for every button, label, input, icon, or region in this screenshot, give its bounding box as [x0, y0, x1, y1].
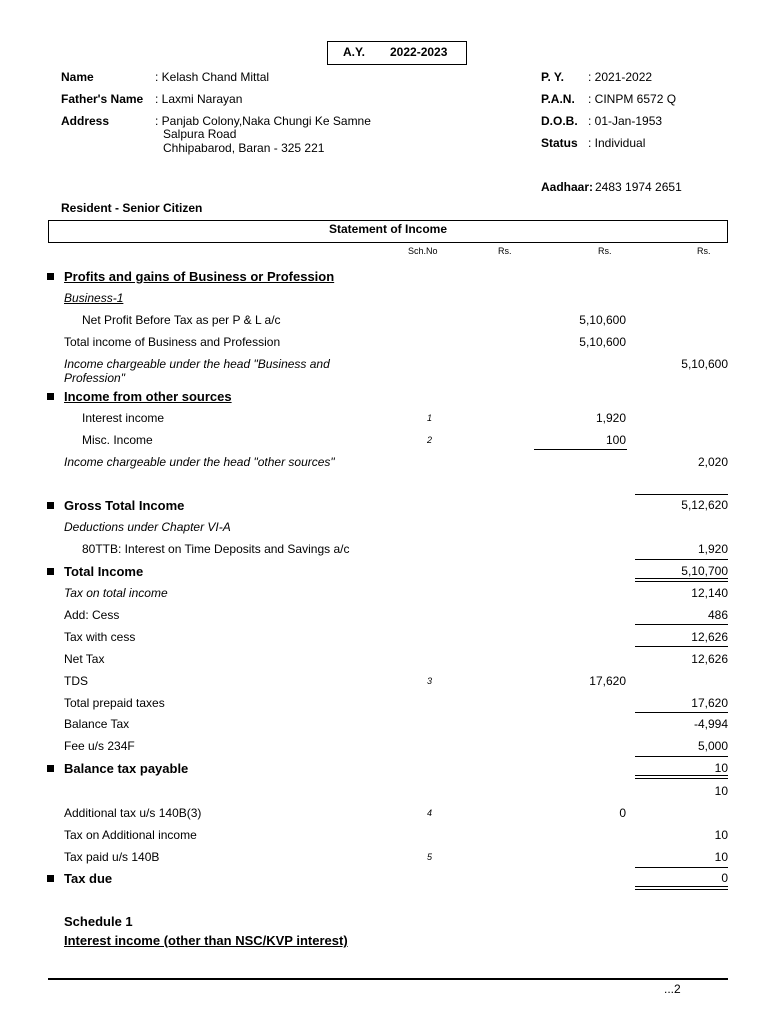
schedule-subtitle: Interest income (other than NSC/KVP interest) [64, 933, 348, 948]
cess-underline [635, 624, 728, 625]
residency-status: Resident - Senior Citizen [61, 201, 203, 215]
misc-income-label: Misc. Income [82, 433, 153, 447]
net-profit-value: 5,10,600 [579, 313, 626, 327]
address-line-2: Salpura Road [163, 127, 237, 141]
net-profit-label: Net Profit Before Tax as per P & L a/c [82, 313, 281, 327]
pan-label: P.A.N. [541, 92, 575, 106]
balance-payable-double-underline-2 [635, 778, 728, 779]
schedule-title: Schedule 1 [64, 914, 133, 929]
total-income-heading: Total Income [64, 564, 144, 579]
net-tax-label: Net Tax [64, 652, 105, 666]
business-chargeable-line-2: Profession" [64, 371, 125, 385]
col-header-rs-3: Rs. [697, 246, 711, 256]
col-header-rs-2: Rs. [598, 246, 612, 256]
status-value: : Individual [588, 136, 646, 150]
additional-tax-value: 0 [619, 806, 626, 820]
bullet-tax-due [47, 875, 54, 882]
gti-overline [635, 494, 728, 495]
bullet-gti [47, 502, 54, 509]
business-1-subheading: Business-1 [64, 291, 124, 305]
cess-label: Add: Cess [64, 608, 120, 622]
misc-income-underline [534, 449, 627, 450]
dob-label: D.O.B. [541, 114, 578, 128]
balance-payable-heading: Balance tax payable [64, 761, 189, 776]
tax-due-heading: Tax due [64, 871, 113, 886]
interest-income-label: Interest income [82, 411, 165, 425]
balance-payable-value: 10 [714, 761, 728, 775]
tds-sch: 3 [427, 676, 433, 686]
ay-value: 2022-2023 [390, 45, 448, 59]
col-header-rs-1: Rs. [498, 246, 512, 256]
footer-rule [48, 978, 728, 980]
fee-234f-label: Fee u/s 234F [64, 739, 135, 753]
prepaid-taxes-value: 17,620 [691, 696, 728, 710]
total-income-double-underline-2 [635, 581, 728, 582]
bullet-business [47, 273, 54, 280]
net-tax-value: 12,626 [691, 652, 728, 666]
name-value: : Kelash Chand Mittal [155, 70, 270, 84]
prepaid-taxes-label: Total prepaid taxes [64, 696, 165, 710]
tax-additional-income-value: 10 [714, 828, 728, 842]
business-chargeable-line-1: Income chargeable under the head "Business and [64, 357, 330, 371]
tax-additional-income-label: Tax on Additional income [64, 828, 197, 842]
aadhaar-value: 2483 1974 2651 [595, 180, 682, 194]
col-header-schno: Sch.No [408, 246, 438, 256]
statement-title: Statement of Income [328, 222, 448, 236]
tds-value: 17,620 [589, 674, 626, 688]
tax-with-cess-label: Tax with cess [64, 630, 136, 644]
bullet-balance-payable [47, 765, 54, 772]
page-continuation-marker: ...2 [664, 982, 681, 996]
tax-due-double-underline-2 [635, 889, 728, 890]
address-label: Address [61, 114, 110, 128]
prepaid-taxes-underline [635, 712, 728, 713]
interest-income-value: 1,920 [595, 411, 626, 425]
balance-tax-value: -4,994 [693, 717, 728, 731]
tax-due-double-underline-1 [635, 886, 728, 887]
additional-tax-sch: 4 [427, 808, 433, 818]
name-label: Name [61, 70, 94, 84]
misc-income-value: 100 [605, 433, 626, 447]
additional-tax-label: Additional tax u/s 140B(3) [64, 806, 202, 820]
tax-paid-140b-value: 10 [714, 850, 728, 864]
address-line-3: Chhipabarod, Baran - 325 221 [163, 141, 325, 155]
fee-234f-value: 5,000 [697, 739, 728, 753]
py-value: : 2021-2022 [588, 70, 653, 84]
80ttb-value: 1,920 [697, 542, 728, 556]
tax-paid-140b-label: Tax paid u/s 140B [64, 850, 160, 864]
business-heading: Profits and gains of Business or Profession [64, 269, 335, 284]
aadhaar-label: Aadhaar: [541, 180, 594, 194]
balance-payable-double-underline-1 [635, 775, 728, 776]
misc-income-sch: 2 [427, 435, 433, 445]
business-total-value: 5,10,600 [579, 335, 626, 349]
bullet-total-income [47, 568, 54, 575]
tax-total-income-value: 12,140 [691, 586, 728, 600]
tax-total-income-label: Tax on total income [64, 586, 168, 600]
deductions-label: Deductions under Chapter VI-A [64, 520, 231, 534]
tax-paid-140b-sch: 5 [427, 852, 433, 862]
other-sources-chargeable-value: 2,020 [697, 455, 728, 469]
tds-label: TDS [64, 674, 88, 688]
tax-due-value: 0 [721, 871, 728, 885]
gti-value: 5,12,620 [681, 498, 728, 512]
status-label: Status [541, 136, 578, 150]
tax-with-cess-underline [635, 646, 728, 647]
balance-payable-carried-value: 10 [714, 784, 728, 798]
father-name-value: : Laxmi Narayan [155, 92, 243, 106]
80ttb-label: 80TTB: Interest on Time Deposits and Savings a/c [82, 542, 350, 556]
total-income-double-underline-1 [635, 578, 728, 579]
balance-tax-label: Balance Tax [64, 717, 130, 731]
bullet-other-sources [47, 393, 54, 400]
address-line-1: : Panjab Colony,Naka Chungi Ke Samne [155, 114, 371, 128]
cess-value: 486 [707, 608, 728, 622]
ay-label: A.Y. [343, 45, 366, 59]
other-sources-heading: Income from other sources [64, 389, 232, 404]
interest-income-sch: 1 [427, 413, 433, 423]
dob-value: : 01-Jan-1953 [588, 114, 663, 128]
business-total-label: Total income of Business and Profession [64, 335, 281, 349]
total-income-value: 5,10,700 [681, 564, 728, 578]
father-name-label: Father's Name [61, 92, 144, 106]
pan-value: : CINPM 6572 Q [588, 92, 677, 106]
py-label: P. Y. [541, 70, 564, 84]
80ttb-underline [635, 559, 728, 560]
tax-paid-140b-underline [635, 867, 728, 868]
business-chargeable-value: 5,10,600 [681, 357, 728, 371]
fee-234f-underline [635, 756, 728, 757]
tax-with-cess-value: 12,626 [691, 630, 728, 644]
gti-heading: Gross Total Income [64, 498, 185, 513]
other-sources-chargeable-label: Income chargeable under the head "other sources" [64, 455, 335, 469]
